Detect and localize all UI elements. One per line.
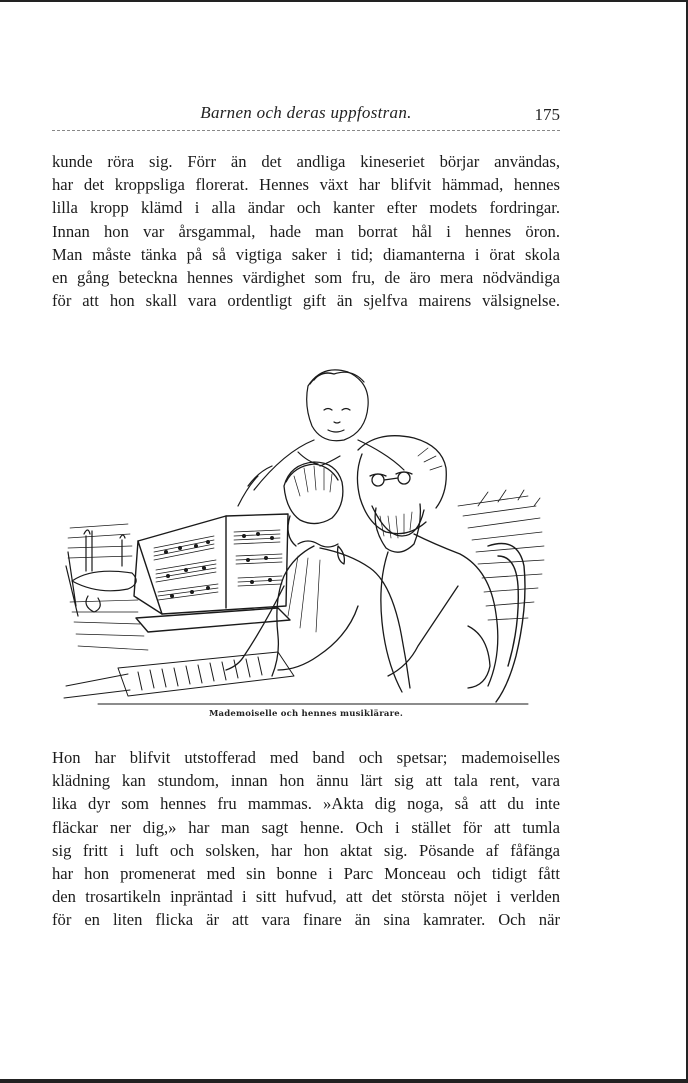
music-notes	[164, 532, 274, 598]
running-head	[52, 103, 560, 127]
text-line: Man måste tänka på så vigtiga saker i tid; diamanterna i örat skola	[52, 244, 560, 264]
text-line: har det kroppsliga florerat. Hennes växt har blifvit hämmad, hennes	[52, 175, 560, 195]
chair	[488, 544, 525, 703]
text-line: lilla kropp klämd i alla ändar och kanter efter modets fordringar.	[52, 198, 560, 218]
illustration	[58, 356, 550, 708]
background-hatching	[458, 490, 544, 620]
text-line: sig fritt i luft och solsken, har hon aktat sig. Pösande af fåfänga	[52, 840, 560, 860]
illustration-drawing	[58, 356, 550, 708]
page-number: 175	[534, 105, 560, 124]
text-line: Hon har blifvit utstofferad med band och spetsar; mademoiselles	[52, 748, 560, 767]
book-page	[52, 0, 560, 1083]
figure-caption: Mademoiselle och hennes musiklärare.	[208, 709, 404, 719]
text-line: en gång beteckna hennes värdighet som fru, de äro mera nödvändiga	[52, 267, 560, 287]
sheet-music	[154, 530, 282, 600]
paragraph-2	[52, 746, 560, 932]
text-line: Innan hon var årsgammal, hade man borrat hål i hennes öron.	[52, 221, 560, 241]
candelabra	[66, 530, 136, 616]
text-line: den trosartikeln inpräntad i sitt hufvud, att det största nöjet i verlden	[52, 887, 560, 907]
music-teacher	[357, 436, 497, 692]
running-title: Barnen och deras uppfostran.	[200, 103, 412, 122]
text-line: lika dyr som hennes fru mammas. »Akta dig noga, så att du inte	[52, 794, 560, 814]
text-line: fläckar ner dig,» har man sagt henne. Och i stället för att tumla	[52, 817, 560, 837]
paragraph-1	[52, 150, 560, 312]
text-line: för en liten flicka är att vara finare än sina kamrater. Och när	[52, 910, 560, 930]
text-line: klädning kan stundom, innan hon ännu lärt sig att tala rent, vara	[52, 771, 560, 791]
text-line: kunde röra sig. Förr än det andliga kineseriet börjar användas,	[52, 152, 560, 171]
piano-keyboard	[64, 652, 294, 698]
text-line: har hon promenerat med sin bonne i Parc Monceau och tidigt fått	[52, 863, 560, 883]
text-line: för att hon skall vara ordentligt gift än sjelfva mairens välsignelse.	[52, 291, 560, 311]
header-rule	[52, 130, 560, 131]
teacher-beard-hatching	[380, 448, 442, 538]
wall-hatching	[68, 524, 148, 650]
